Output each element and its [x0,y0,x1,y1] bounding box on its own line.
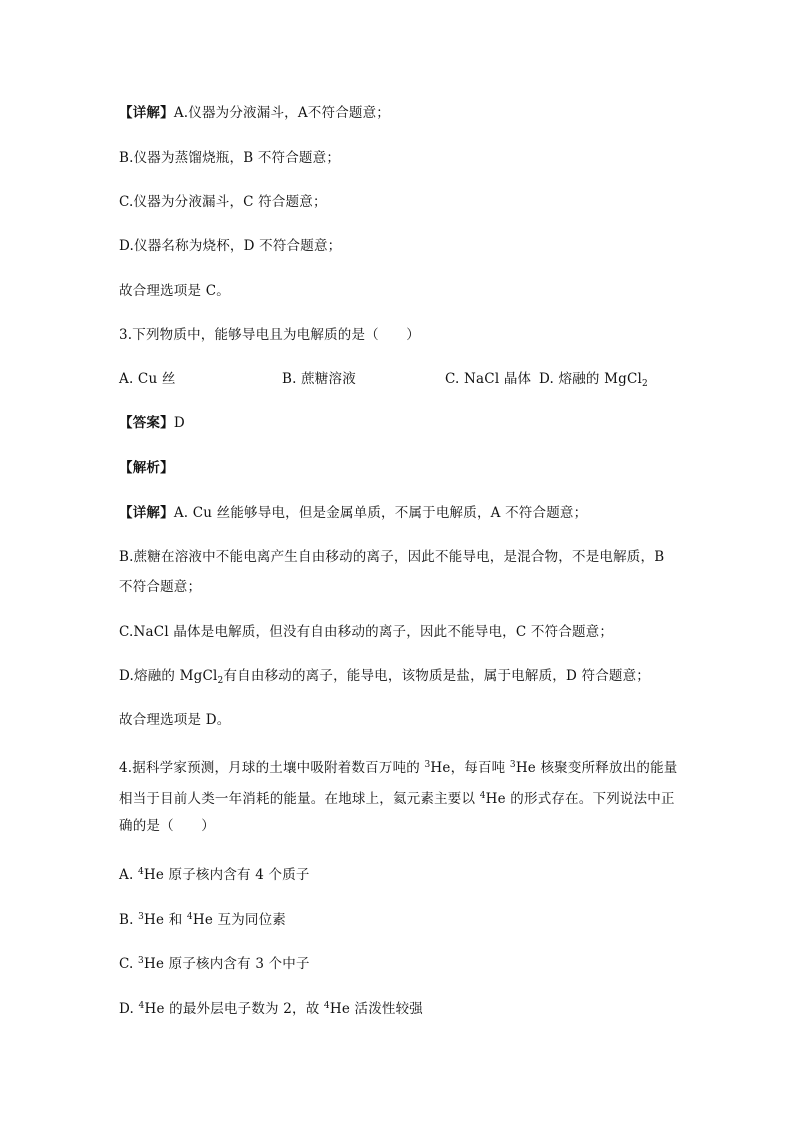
detail-d-suffix: 有自由移动的离子，能导电，该物质是盐，属于电解质，D 符合题意； [223,668,650,684]
mass-number: 4 [137,867,144,877]
stem-text: 相当于目前人类一年消耗的能量。在地球上，氦元素主要以 [119,791,480,807]
q3-detail-b-line2: 不符合题意； [119,579,202,595]
stem-text: He 的形式存在。下列说法中正 [485,791,675,807]
detail-tag: 【详解】 [119,505,174,521]
option-text: He 的最外层电子数为 2，故 [144,1001,324,1017]
conclusion-line: 故合理选项是 C。 [119,283,230,299]
q4-option-d [119,996,423,1019]
q4-option-a [119,862,310,885]
mass-number: 4 [479,791,486,801]
q3-detail-d [119,666,650,691]
q4-option-b [119,907,286,930]
option-d-subscript: 2 [642,379,648,389]
stem-text: 4.据科学家预测，月球的土壤中吸附着数百万吨的 [119,760,425,776]
option-b: B. 蔗糖溶液 [282,371,356,387]
question-4-stem-line2 [119,786,675,809]
option-letter: C. [119,956,139,972]
q3-detail-c: C.NaCl 晶体是电解质，但没有自由移动的离子，因此不能导电，C 不符合题意； [119,624,614,640]
option-text: He 原子核内含有 3 个中子 [143,956,310,972]
answer-line [119,413,185,433]
q4-option-c [119,951,310,974]
q3-detail-b-line1: B.蔗糖在溶液中不能电离产生自由移动的离子，因此不能导电，是混合物，不是电解质，B [119,549,665,565]
mass-number: 3 [138,912,145,922]
option-letter: D. [119,1001,139,1017]
mass-number: 3 [138,956,144,966]
option-text: He 互为同位素 [192,912,286,928]
detail-text: A.仪器为分液漏斗，A不符合题意； [173,105,391,121]
stem-text: He，每百吨 [430,760,510,776]
option-text: He 活泼性较强 [329,1001,423,1017]
answer-value: D [173,415,185,431]
option-a: A. Cu 丝 [119,371,176,387]
q3-detail-a [119,503,587,523]
question-3-options [119,369,679,389]
option-letter: B. [119,912,139,928]
detail-line-c: C.仪器为分液漏斗，C 符合题意； [119,194,327,210]
option-d [539,369,648,394]
mass-number: 4 [186,912,193,922]
option-c: C. NaCl 晶体 [445,371,532,387]
option-text: He 原子核内含有 4 个质子 [143,867,310,883]
analysis-tag-text: 【解析】 [119,460,174,476]
detail-tag: 【详解】 [119,105,174,121]
q3-conclusion: 故合理选项是 D。 [119,712,231,728]
detail-text: A. Cu 丝能够导电，但是金属单质，不属于电解质，A 不符合题意； [173,505,588,521]
detail-d-prefix: D.熔融的 MgCl [119,668,218,684]
question-4-stem-line1 [119,755,677,778]
option-text: He 和 [144,912,187,928]
mass-number: 3 [424,760,431,770]
answer-tag: 【答案】 [119,415,174,431]
analysis-tag [119,458,174,478]
detail-line-d: D.仪器名称为烧杯，D 不符合题意； [119,238,342,254]
mass-number: 4 [138,1001,145,1011]
question-3-stem: 3.下列物质中，能够导电且为电解质的是（ ） [119,327,420,343]
mass-number: 4 [323,1001,330,1011]
detail-d-subscript: 2 [217,676,224,686]
question-4-stem-line3: 确的是（ ） [119,818,215,834]
option-letter: A. [119,867,138,883]
detail-line-a [119,103,390,123]
stem-text: He 核聚变所释放出的能量 [515,760,678,776]
option-d-text: D. 熔融的 MgCl [539,371,643,387]
detail-line-b: B.仪器为蒸馏烧瓶，B 不符合题意； [119,150,341,166]
mass-number: 3 [509,760,516,770]
